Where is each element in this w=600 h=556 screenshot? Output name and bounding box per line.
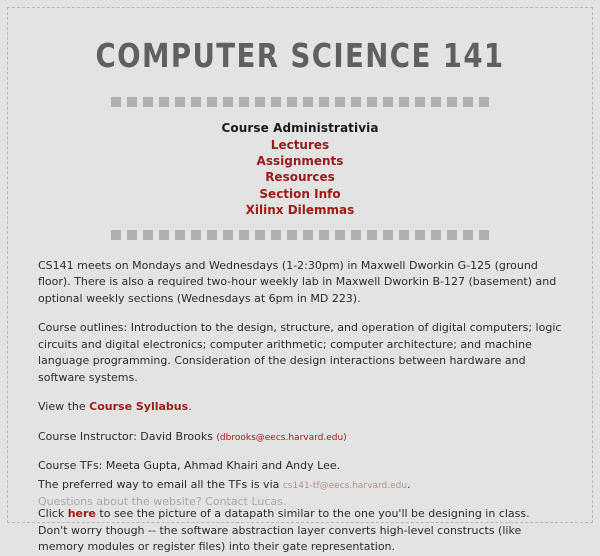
decorative-square	[319, 230, 329, 240]
course-syllabus-link[interactable]: Course Syllabus	[89, 400, 189, 414]
decorative-square	[431, 97, 441, 107]
decorative-square	[335, 230, 345, 240]
course-nav	[38, 121, 562, 218]
decorative-square	[447, 230, 457, 240]
decorative-square	[191, 230, 201, 240]
footer	[38, 495, 286, 508]
paragraph-course-outline: Course outlines: Introduction to the design, structure, and operation of digital computers; logic circuits and digital electronics; computer arithmetic; computer architecture; and machine language programming. Consideration of the design interactions between hardware and software systems.	[38, 321, 562, 384]
decorative-square	[415, 97, 425, 107]
paragraph-datapath	[38, 506, 562, 556]
tfs-email-prefix: The preferred way to email all the TFs is via	[38, 477, 283, 491]
decorative-square	[431, 230, 441, 240]
decorative-square	[287, 97, 297, 107]
decorative-square	[111, 97, 121, 107]
nav-link-resources[interactable]: Resources	[265, 170, 335, 185]
syllabus-prefix: View the	[38, 400, 90, 414]
decorative-square	[255, 230, 265, 240]
decorative-square	[335, 97, 345, 107]
decorative-square	[159, 97, 169, 107]
decorative-square	[415, 230, 425, 240]
decorative-square	[479, 230, 489, 240]
decorative-square	[399, 97, 409, 107]
decorative-square	[351, 230, 361, 240]
main-body	[38, 258, 562, 556]
datapath-suffix: to see the picture of a datapath similar to the one you'll be designing in class. Don't worry though -- the software abstraction layer converts high-level constructs (like memory modules or register files) into their gate representation.	[38, 507, 530, 554]
decorative-square	[159, 230, 169, 240]
decorative-square	[463, 97, 473, 107]
decorative-squares-top	[38, 97, 562, 107]
decorative-square	[479, 97, 489, 107]
page-title: COMPUTER SCIENCE 141	[95, 36, 505, 75]
decorative-square	[111, 230, 121, 240]
decorative-square	[223, 230, 233, 240]
tfs-email-link[interactable]: cs141-tf@eecs.harvard.edu	[282, 480, 408, 491]
nav-link-assignments[interactable]: Assignments	[256, 154, 344, 169]
decorative-square	[239, 97, 249, 107]
datapath-prefix: Click	[38, 507, 68, 521]
decorative-square	[367, 97, 377, 107]
decorative-square	[191, 97, 201, 107]
footer-contact-link[interactable]: Questions about the website? Contact Lucas.	[38, 495, 287, 508]
decorative-square	[303, 97, 313, 107]
decorative-square	[207, 230, 217, 240]
paragraph-tfs-line1: Course TFs: Meeta Gupta, Ahmad Khairi and Andy Lee.	[38, 459, 341, 473]
decorative-square	[383, 230, 393, 240]
syllabus-suffix: .	[188, 400, 192, 414]
paragraph-meeting-times: CS141 meets on Mondays and Wednesdays (1-2:30pm) in Maxwell Dworkin G-125 (ground floor). There is also a required two-hour weekly lab in Maxwell Dworkin B-127 (basement) and optional weekly sections (Wednesdays at 6pm in MD 223).	[38, 258, 557, 305]
decorative-square	[383, 97, 393, 107]
paragraph-instructor	[38, 429, 562, 446]
decorative-square	[319, 97, 329, 107]
decorative-square	[255, 97, 265, 107]
decorative-square	[463, 230, 473, 240]
decorative-square	[223, 97, 233, 107]
decorative-squares-bottom	[38, 230, 562, 240]
decorative-square	[447, 97, 457, 107]
decorative-square	[127, 230, 137, 240]
instructor-label: Course Instructor: David Brooks	[38, 429, 213, 443]
decorative-square	[351, 97, 361, 107]
decorative-square	[143, 97, 153, 107]
tfs-email-suffix: .	[407, 477, 411, 491]
decorative-square	[303, 230, 313, 240]
decorative-square	[399, 230, 409, 240]
decorative-square	[287, 230, 297, 240]
decorative-square	[367, 230, 377, 240]
nav-link-lectures[interactable]: Lectures	[270, 138, 330, 152]
decorative-square	[239, 230, 249, 240]
paragraph-syllabus	[38, 399, 562, 416]
decorative-square	[207, 97, 217, 107]
paragraph-tfs-line2	[38, 477, 562, 494]
decorative-square	[271, 230, 281, 240]
decorative-square	[175, 230, 185, 240]
datapath-here-link[interactable]: here	[67, 507, 96, 521]
nav-link-section-info[interactable]: Section Info	[259, 186, 341, 201]
decorative-square	[175, 97, 185, 107]
decorative-square	[143, 230, 153, 240]
instructor-email-link[interactable]: (dbrooks@eecs.harvard.edu)	[216, 432, 347, 443]
decorative-square	[271, 97, 281, 107]
nav-link-xilinx-dilemmas[interactable]: Xilinx Dilemmas	[245, 202, 355, 217]
decorative-square	[127, 97, 137, 107]
nav-heading: Course Administrativia	[221, 121, 379, 135]
